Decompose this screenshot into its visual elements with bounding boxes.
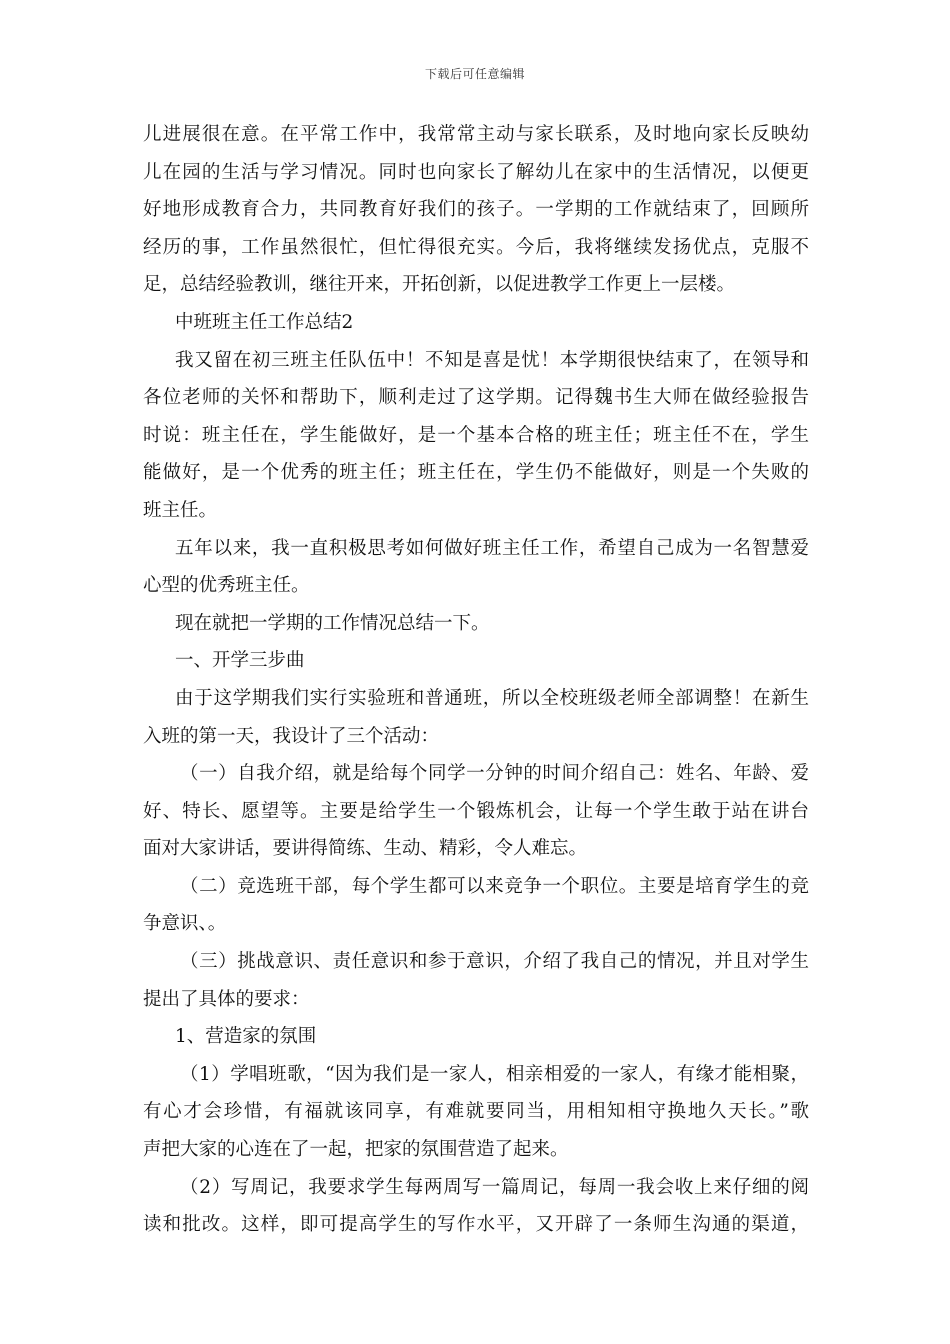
page-header: 下载后可任意编辑 xyxy=(424,67,525,81)
text-line: 儿进展很在意。在平常工作中，我常常主动与家长联系，及时地向家长反映幼 xyxy=(143,124,809,145)
text-line: 五年以来，我一直积极思考如何做好班主任工作，希望自己成为一名智慧爱 xyxy=(175,537,809,559)
text-line: 提出了具体的要求： xyxy=(143,988,310,1010)
text-line: 足，总结经验教训，继往开来，开拓创新，以促进教学工作更上一层楼。 xyxy=(143,274,736,296)
text-line: （二）竞选班干部，每个学生都可以来竞争一个职位。主要是培育学生的竞 xyxy=(180,875,809,897)
text-line: 读和批改。这样，即可提高学生的写作水平，又开辟了一条师生沟通的渠道， xyxy=(143,1214,809,1236)
text-line: （三）挑战意识、责任意识和参于意识，介绍了我自己的情况，并且对学生 xyxy=(180,951,809,973)
text-line: 我又留在初三班主任队伍中！不知是喜是忧！本学期很快结束了，在领导和 xyxy=(175,349,809,371)
text-line: 心型的优秀班主任。 xyxy=(143,575,310,597)
text-line: 争意识、。 xyxy=(143,913,227,935)
text-line: （1）学唱班歌，“因为我们是一家人，相亲相爱的一家人，有缘才能相聚， xyxy=(180,1063,809,1085)
text-line: 声把大家的心连在了一起，把家的氛围营造了起来。 xyxy=(143,1139,569,1161)
text-line: 能做好，是一个优秀的班主任；班主任在，学生仍不能做好，则是一个失败的 xyxy=(143,462,809,484)
text-line: 儿在园的生活与学习情况。同时也向家长了解幼儿在家中的生活情况，以便更 xyxy=(143,161,809,183)
text-line: （一）自我介绍，就是给每个同学一分钟的时间介绍自己：姓名、年龄、爱 xyxy=(180,763,809,785)
text-line: 1、营造家的氛围 xyxy=(175,1026,317,1048)
text-line: 好、特长、愿望等。主要是给学生一个锻炼机会，让每一个学生敢于站在讲台 xyxy=(143,800,809,822)
text-line: 各位老师的关怀和帮助下，顺利走过了这学期。记得魏书生大师在做经验报告 xyxy=(143,387,809,409)
text-line: 现在就把一学期的工作情况总结一下。 xyxy=(175,612,490,634)
text-line: 中班班主任工作总结2 xyxy=(175,311,354,333)
text-line: 面对大家讲话，要讲得简练、生动、精彩，令人难忘。 xyxy=(143,838,588,860)
text-line: 好地形成教育合力，共同教育好我们的孩子。一学期的工作就结束了，回顾所 xyxy=(143,199,809,221)
text-line: 入班的第一天，我设计了三个活动： xyxy=(143,725,440,747)
text-line: 班主任。 xyxy=(143,499,218,521)
text-line: 时说：班主任在，学生能做好，是一个基本合格的班主任；班主任不在，学生 xyxy=(143,424,809,446)
text-line: （2）写周记，我要求学生每两周写一篇周记，每周一我会收上来仔细的阅 xyxy=(180,1176,809,1198)
text-line: 经历的事，工作虽然很忙，但忙得很充实。今后，我将继续发扬优点，克服不 xyxy=(143,236,809,258)
text-line: 由于这学期我们实行实验班和普通班，所以全校班级老师全部调整！在新生 xyxy=(175,687,809,709)
document-body xyxy=(143,116,809,1244)
text-line: 有心才会珍惜，有福就该同享，有难就要同当，用相知相守换地久天长。”歌 xyxy=(143,1101,809,1123)
text-line: 一、开学三步曲 xyxy=(175,650,305,672)
